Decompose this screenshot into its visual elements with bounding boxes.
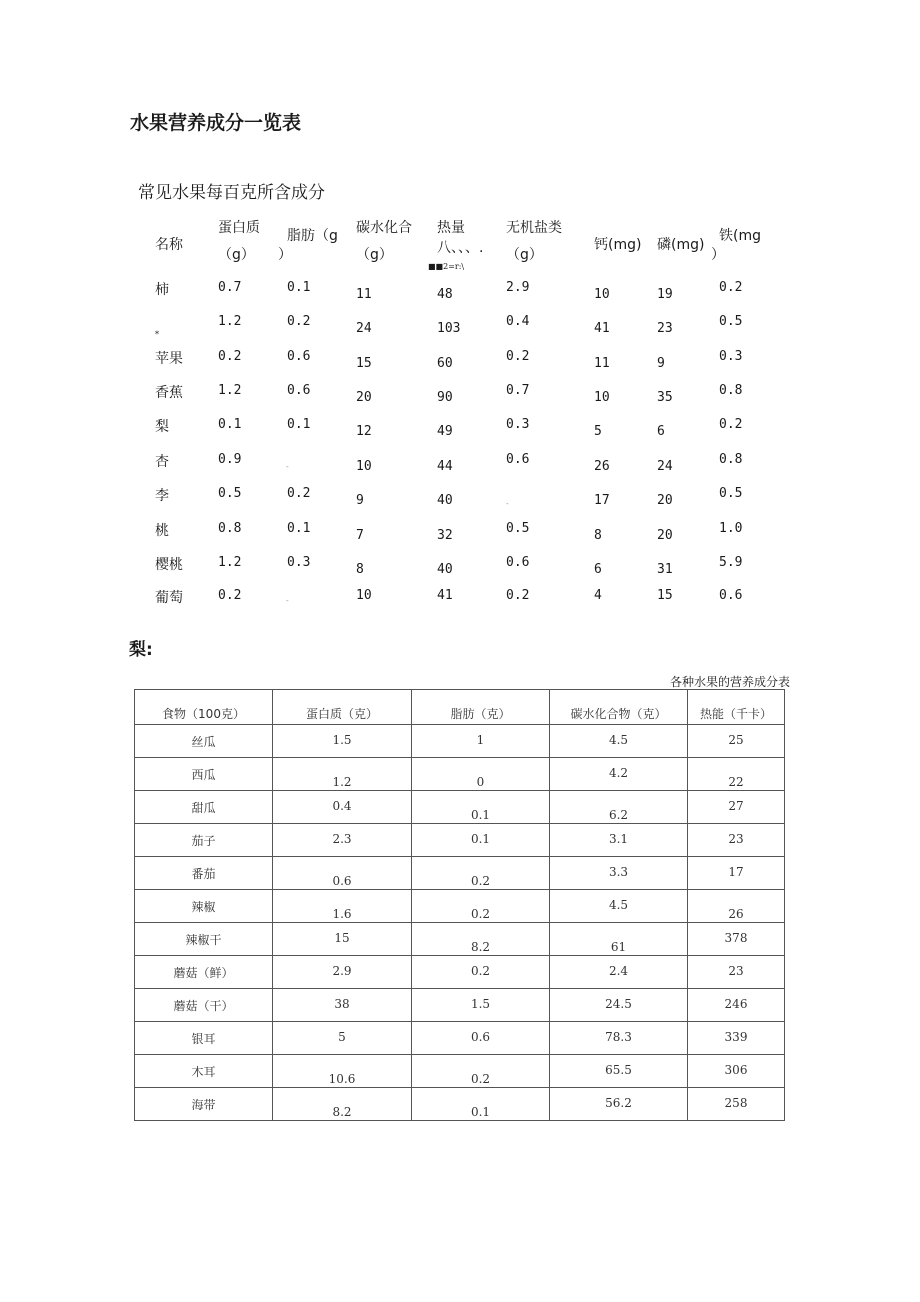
fruit-phosphorus: 19 [657, 287, 673, 302]
fruit-protein: 1.2 [218, 314, 242, 329]
fruit-calcium: 10 [594, 287, 610, 302]
header-iron: 铁(mg [719, 228, 761, 244]
veg-energy: 27 [728, 799, 744, 813]
fruit-fat: 0.1 [287, 521, 311, 536]
fruit-heat: 44 [437, 459, 453, 474]
header-protein: 蛋白质 [218, 220, 260, 236]
table-row [135, 890, 785, 923]
fruit-iron: 0.3 [719, 349, 743, 364]
fruit-protein: 1.2 [218, 555, 242, 570]
table-row [135, 1022, 785, 1055]
fruit-heat: 40 [437, 493, 453, 508]
veg-name: 辣椒 [191, 900, 216, 914]
header-heat-line2: 八、、、. [437, 240, 484, 256]
fruit-fat: - [286, 462, 289, 471]
fruit-iron: 1.0 [719, 521, 743, 536]
fruit-fat: 0.2 [287, 486, 311, 501]
fruit-carb: 10 [356, 459, 372, 474]
veg-fat: 1 [476, 733, 485, 747]
fruit-name: 杏 [155, 454, 169, 470]
fruit-iron: 0.2 [719, 280, 743, 295]
fruit-calcium: 4 [594, 588, 602, 603]
fruit-iron: 0.8 [719, 383, 743, 398]
fruit-heat: 41 [437, 588, 453, 603]
fruit-carb: 24 [356, 321, 372, 336]
veg-protein: 15 [334, 931, 350, 945]
veg-name: 茄子 [191, 834, 216, 848]
fruit-name: 苹果 [155, 351, 183, 367]
header-carb: 碳水化合 [356, 220, 412, 236]
veg-energy: 17 [728, 865, 744, 879]
veg-energy: 339 [724, 1030, 748, 1044]
table-row [135, 824, 785, 857]
fruit-phosphorus: 24 [657, 459, 673, 474]
fruit-mineral: 0.3 [506, 417, 530, 432]
fruit-name: 香蕉 [155, 385, 183, 401]
document-title: 水果营养成分一览表 [130, 112, 302, 134]
veg-name: 丝瓜 [191, 735, 216, 749]
fruit-heat: 60 [437, 356, 453, 371]
fruit-mineral: 0.2 [506, 349, 530, 364]
veg-fat: 8.2 [470, 940, 491, 954]
header-name: 名称 [155, 237, 183, 253]
fruit-calcium: 10 [594, 390, 610, 405]
veg-protein: 2.3 [332, 832, 352, 846]
fruit-heat: 48 [437, 287, 453, 302]
fruit-fat: 0.2 [287, 314, 311, 329]
fruit-iron: 0.5 [719, 314, 743, 329]
fruit-carb: 11 [356, 287, 372, 302]
fruit-calcium: 41 [594, 321, 610, 336]
header-fat-unit: ） [278, 247, 292, 263]
table-row [135, 725, 785, 758]
fruit-mineral: 0.7 [506, 383, 530, 398]
veg-carb: 4.2 [608, 766, 629, 780]
fruit-mineral: 0.4 [506, 314, 530, 329]
veg-protein: 5 [338, 1030, 346, 1044]
veg-fat: 0.2 [470, 874, 491, 888]
fruit-phosphorus: 20 [657, 493, 673, 508]
veg-name: 蘑菇（鲜） [173, 966, 234, 980]
veg-fat: 0.2 [470, 907, 491, 921]
veg-name: 番茄 [191, 867, 216, 881]
fruit-heat: 40 [437, 562, 453, 577]
fruit-phosphorus: 15 [657, 588, 673, 603]
fruit-name: 李 [155, 488, 169, 504]
fruit-heat: 49 [437, 424, 453, 439]
fruit-table-subtitle: 常见水果每百克所含成分 [138, 183, 325, 203]
veg-name: 西瓜 [191, 768, 216, 782]
fruit-name: 桃 [155, 523, 169, 539]
header-protein-unit: （g） [218, 247, 255, 263]
veg-header-energy: 热能（千卡） [688, 690, 785, 725]
veg-name: 甜瓜 [191, 801, 216, 815]
fruit-protein: 0.2 [218, 349, 242, 364]
veg-energy: 25 [728, 733, 744, 747]
fruit-iron: 5.9 [719, 555, 743, 570]
fruit-calcium: 11 [594, 356, 610, 371]
veg-fat: 0.6 [470, 1030, 491, 1044]
fruit-mineral: 0.5 [506, 521, 530, 536]
veg-protein: 0.6 [332, 874, 352, 888]
veg-protein: 8.2 [332, 1105, 352, 1119]
fruit-marker: * [155, 330, 159, 339]
fruit-fat: 0.6 [287, 383, 311, 398]
veg-carb: 3.3 [608, 865, 629, 879]
veg-protein: 10.6 [328, 1072, 356, 1086]
veg-carb: 24.5 [605, 997, 632, 1011]
veg-carb: 4.5 [608, 733, 629, 747]
table-row [135, 956, 785, 989]
veg-energy: 22 [728, 775, 744, 789]
veg-protein: 38 [334, 997, 350, 1011]
fruit-fat: 0.6 [287, 349, 311, 364]
veg-carb: 4.5 [608, 898, 629, 912]
fruit-fat: 0.1 [287, 417, 311, 432]
veg-energy: 378 [724, 931, 748, 945]
veg-energy: 23 [728, 832, 744, 846]
fruit-heat: 32 [437, 528, 453, 543]
veg-nutrition-table [134, 689, 785, 1121]
fruit-phosphorus: 20 [657, 528, 673, 543]
fruit-carb: 15 [356, 356, 372, 371]
veg-header-protein: 蛋白质（克） [273, 690, 412, 725]
fruit-fat: 0.3 [287, 555, 311, 570]
fruit-protein: 0.7 [218, 280, 242, 295]
fruit-mineral: 0.2 [506, 588, 530, 603]
table-row [135, 857, 785, 890]
fruit-name: 柿 [155, 282, 169, 298]
veg-table-caption: 各种水果的营养成分表 [669, 675, 790, 689]
veg-fat: 0.1 [470, 832, 491, 846]
fruit-calcium: 8 [594, 528, 602, 543]
veg-carb: 78.3 [605, 1030, 632, 1044]
fruit-name: 梨 [155, 419, 169, 435]
fruit-mineral: 0.6 [506, 452, 530, 467]
fruit-protein: 1.2 [218, 383, 242, 398]
veg-protein: 1.2 [332, 775, 352, 789]
fruit-phosphorus: 35 [657, 390, 673, 405]
fruit-phosphorus: 31 [657, 562, 673, 577]
table-row [135, 758, 785, 791]
header-iron-unit: ） [711, 247, 725, 263]
header-calcium: 钙(mg) [594, 237, 642, 253]
header-carb-unit: （g） [356, 247, 393, 263]
fruit-calcium: 26 [594, 459, 610, 474]
header-phosphorus: 磷(mg) [657, 237, 705, 253]
veg-protein: 1.6 [332, 907, 352, 921]
table-row [135, 989, 785, 1022]
table-row [135, 1088, 785, 1121]
veg-fat: 0.1 [470, 1105, 491, 1119]
veg-protein: 0.4 [332, 799, 352, 813]
veg-carb: 65.5 [605, 1063, 632, 1077]
table-row [135, 791, 785, 824]
veg-energy: 23 [728, 964, 744, 978]
table-row [135, 923, 785, 956]
fruit-iron: 0.6 [719, 588, 743, 603]
fruit-phosphorus: 9 [657, 356, 665, 371]
fruit-mineral: - [506, 499, 509, 508]
veg-protein: 1.5 [332, 733, 352, 747]
veg-carb: 61 [610, 940, 627, 954]
veg-carb: 56.2 [605, 1096, 632, 1110]
veg-energy: 246 [724, 997, 748, 1011]
veg-name: 辣椒干 [185, 933, 222, 947]
fruit-carb: 9 [356, 493, 364, 508]
veg-name: 海带 [191, 1098, 216, 1112]
fruit-heat: 90 [437, 390, 453, 405]
fruit-protein: 0.9 [218, 452, 242, 467]
veg-fat: 1.5 [470, 997, 491, 1011]
fruit-phosphorus: 6 [657, 424, 665, 439]
veg-fat: 0.2 [470, 964, 491, 978]
pear-heading: 梨: [129, 640, 153, 660]
fruit-protein: 0.2 [218, 588, 242, 603]
table-row [135, 1055, 785, 1088]
header-heat-line3: ■■2=r:\ [428, 262, 465, 271]
fruit-protein: 0.1 [218, 417, 242, 432]
veg-carb: 3.1 [608, 832, 629, 846]
fruit-name: 葡萄 [155, 590, 183, 606]
fruit-protein: 0.5 [218, 486, 242, 501]
fruit-heat: 103 [437, 321, 461, 336]
fruit-iron: 0.8 [719, 452, 743, 467]
veg-carb: 6.2 [608, 808, 629, 822]
veg-energy: 258 [724, 1096, 748, 1110]
veg-carb: 2.4 [608, 964, 629, 978]
veg-fat: 0.1 [470, 808, 491, 822]
veg-name: 蘑菇（干） [173, 999, 234, 1013]
fruit-protein: 0.8 [218, 521, 242, 536]
fruit-mineral: 2.9 [506, 280, 530, 295]
fruit-carb: 8 [356, 562, 364, 577]
header-mineral-unit: （g） [506, 247, 543, 263]
veg-protein: 2.9 [332, 964, 352, 978]
fruit-carb: 10 [356, 588, 372, 603]
fruit-fat: 0.1 [287, 280, 311, 295]
veg-energy: 26 [728, 907, 744, 921]
veg-header-food: 食物（100克） [135, 690, 273, 725]
fruit-carb: 7 [356, 528, 364, 543]
fruit-carb: 20 [356, 390, 372, 405]
fruit-mineral: 0.6 [506, 555, 530, 570]
header-heat: 热量 [437, 220, 465, 236]
fruit-calcium: 5 [594, 424, 602, 439]
veg-header-row [135, 690, 785, 725]
fruit-phosphorus: 23 [657, 321, 673, 336]
veg-fat: 0.2 [470, 1072, 491, 1086]
fruit-calcium: 6 [594, 562, 602, 577]
header-fat: 脂肪（g [287, 228, 338, 244]
veg-energy: 306 [724, 1063, 748, 1077]
fruit-iron: 0.2 [719, 417, 743, 432]
fruit-calcium: 17 [594, 493, 610, 508]
veg-name: 木耳 [191, 1065, 216, 1079]
veg-fat: 0 [476, 775, 485, 789]
fruit-name: 樱桃 [155, 557, 183, 573]
veg-header-carb: 碳水化合物（克） [550, 690, 688, 725]
veg-name: 银耳 [191, 1032, 216, 1046]
fruit-carb: 12 [356, 424, 372, 439]
header-mineral: 无机盐类 [506, 220, 562, 236]
veg-header-fat: 脂肪（克） [412, 690, 550, 725]
fruit-fat: - [286, 596, 289, 605]
fruit-iron: 0.5 [719, 486, 743, 501]
